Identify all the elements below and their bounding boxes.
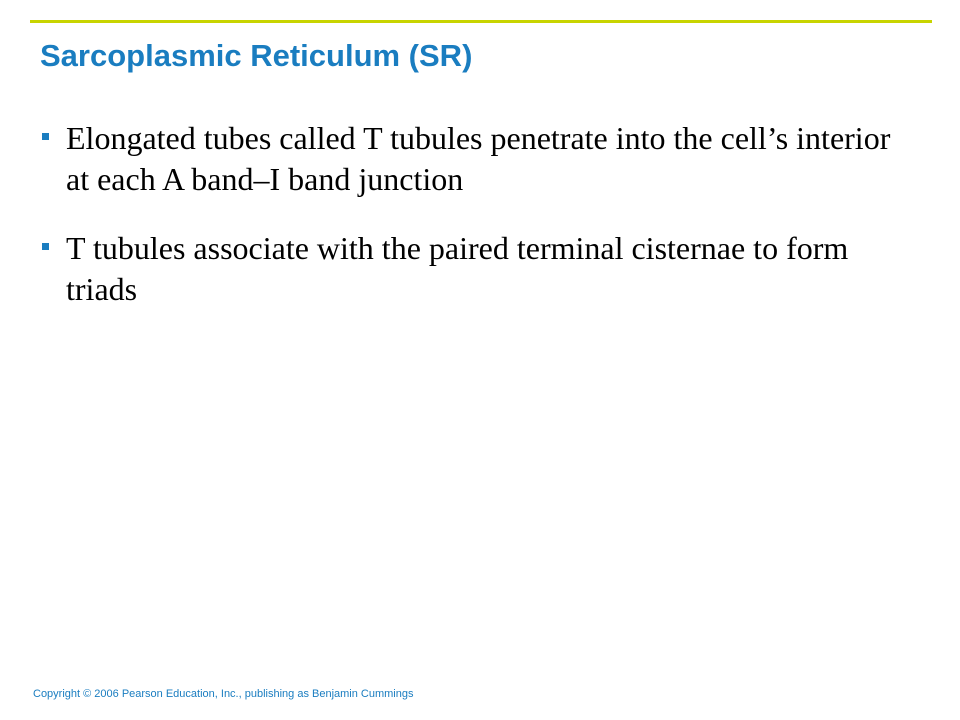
bullet-item (40, 228, 920, 310)
square-bullet-icon (42, 243, 49, 250)
bullet-item (40, 118, 920, 200)
slide-title: Sarcoplasmic Reticulum (SR) (40, 38, 473, 73)
bullet-text: Elongated tubes called T tubules penetrate into the cell’s interior at each A band–I band junction (66, 120, 891, 197)
square-bullet-icon (42, 133, 49, 140)
title-accent-rule (30, 20, 932, 23)
footer-copyright: Copyright © 2006 Pearson Education, Inc., publishing as Benjamin Cummings (33, 688, 414, 700)
bullet-text: T tubules associate with the paired terminal cisternae to form triads (66, 230, 849, 307)
bullet-list (40, 118, 920, 338)
